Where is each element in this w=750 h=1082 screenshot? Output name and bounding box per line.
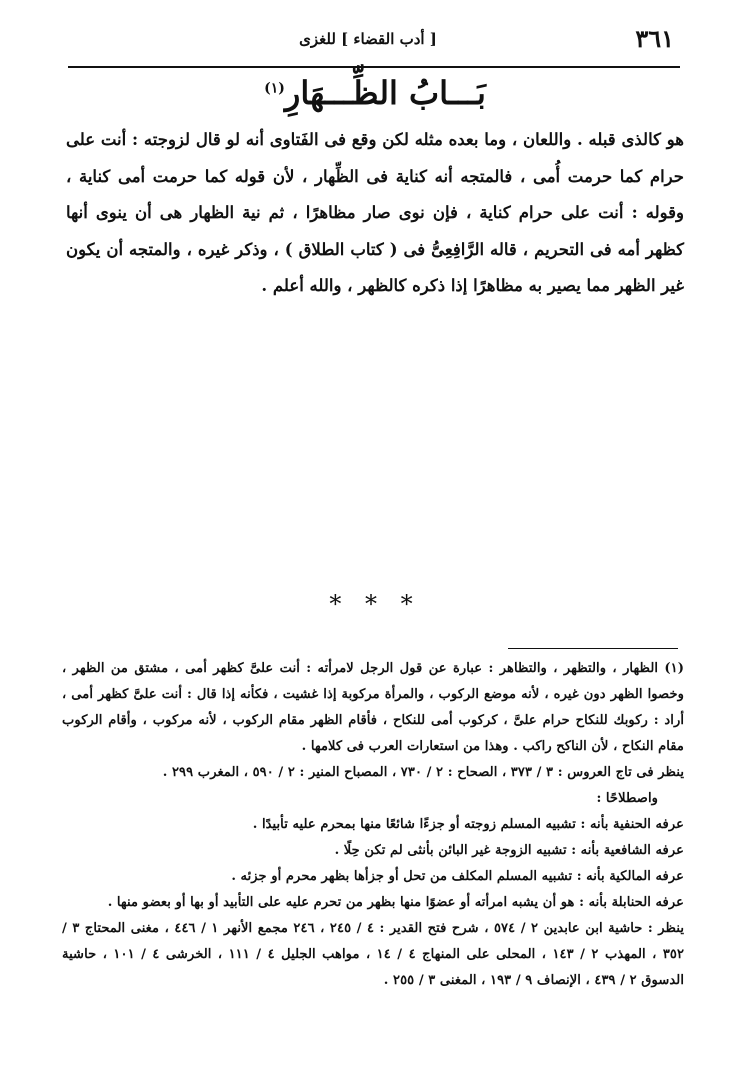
footnote-1: (١) الظهار ، والتظهر ، والتظاهر : عبارة عن قول الرجل لامرأته : أنت علىَّ كظهر أمى ، مشتق من الظهر ، وخصوا الظهر دون غيره ، لأنه موضع الركوب ، والمرأة مركوبة إذا غشيت ، فكأنه إذا قال : أنت علىَّ كظهر أمى ، أراد : ركوبك للنكاح حرام علىَّ ، كركوب أمى للنكاح ، فأقام الظهر مقام الركوب ، لأنه مركوب ، وأقام الركوب مقام النكاح ، لأن الناكح راكب . وهذا من استعارات العرب فى كلامها . [62, 661, 684, 754]
page-number: ٣٦١ [635, 24, 674, 53]
footnotes [62, 656, 684, 994]
running-title: [ أدب القضاء ] للغزى [299, 30, 437, 48]
header-rule [68, 66, 680, 68]
chapter-title [0, 74, 750, 112]
main-paragraph: هو كالذى قبله . واللعان ، وما بعده مثله لكن وقع فى الفَتاوى أنه لو قال لزوجته : أنت على حرام كما حرمت أُمى ، فالمتجه أنه كناية فى الظِّهار ، لأن قوله كما حرمت أمى كناية ، وقوله : أنت على حرام كناية ، فإن نوى صار مظاهرًا ، ثم نية الظهار هى أن ينوى أنها كظهر أمه فى التحريم ، قاله الرَّافِعِىُّ فى ( كتاب الطلاق ) ، وذكر غيره ، والمتجه أن يكون غير الظهر مما يصير به مظاهرًا إذا ذكره كالظهر ، والله أعلم . [66, 130, 684, 295]
footnote-hanbali-definition: عرفه الحنابلة بأنه : هو أن يشبه امرأته أو عضوًا منها بظهر من تحرم عليه على التأبيد أو بها أو بعضو منها . [107, 895, 684, 910]
footnote-rule [508, 648, 678, 649]
footnote-marker: (١) [264, 80, 285, 97]
footnote-technical-heading: واصطلاحًا : [596, 791, 658, 806]
footnote-fiqh-refs: ينظر : حاشية ابن عابدين ٢ / ٥٧٤ ، شرح فتح القدير : ٤ / ٢٤٥ ، ٢٤٦ مجمع الأنهر ١ / ٤٤٦ ، مغنى المحتاج ٣ / ٣٥٢ ، المهذب ٢ / ١٤٣ ، المحلى على المنهاج ٤ / ١٤ ، مواهب الجليل ٤ / ١١١ ، الخرشى ٤ / ١٠١ ، حاشية الدسوق ٢ / ٤٣٩ ، الإنصاف ٩ / ١٩٣ ، المغنى ٣ / ٢٥٥ . [62, 921, 685, 988]
footnote-maliki-definition: عرفه المالكية بأنه : تشبيه المسلم المكلف من تحل أو جزأها بظهر محرم أو جزئه . [231, 869, 684, 884]
section-separator: * * * [329, 590, 421, 618]
footnote-shafii-definition: عرفه الشافعية بأنه : تشبيه الزوجة غير البائن بأنثى لم تكن حِلًا . [334, 843, 684, 858]
footnote-lexical-refs: ينظر فى تاج العروس : ٣ / ٣٧٣ ، الصحاح : ٢ / ٧٣٠ ، المصباح المنير : ٢ / ٥٩٠ ، المغرب ٢٩٩ . [162, 765, 684, 780]
footnote-hanafi-definition: عرفه الحنفية بأنه : تشبيه المسلم زوجته أو جزءًا شائعًا منها بمحرم عليه تأبيدًا . [252, 817, 684, 832]
main-text [66, 122, 684, 305]
chapter-title-text: بَـــابُ الظِّـــهَارِ [284, 74, 486, 112]
page-header [62, 22, 674, 56]
